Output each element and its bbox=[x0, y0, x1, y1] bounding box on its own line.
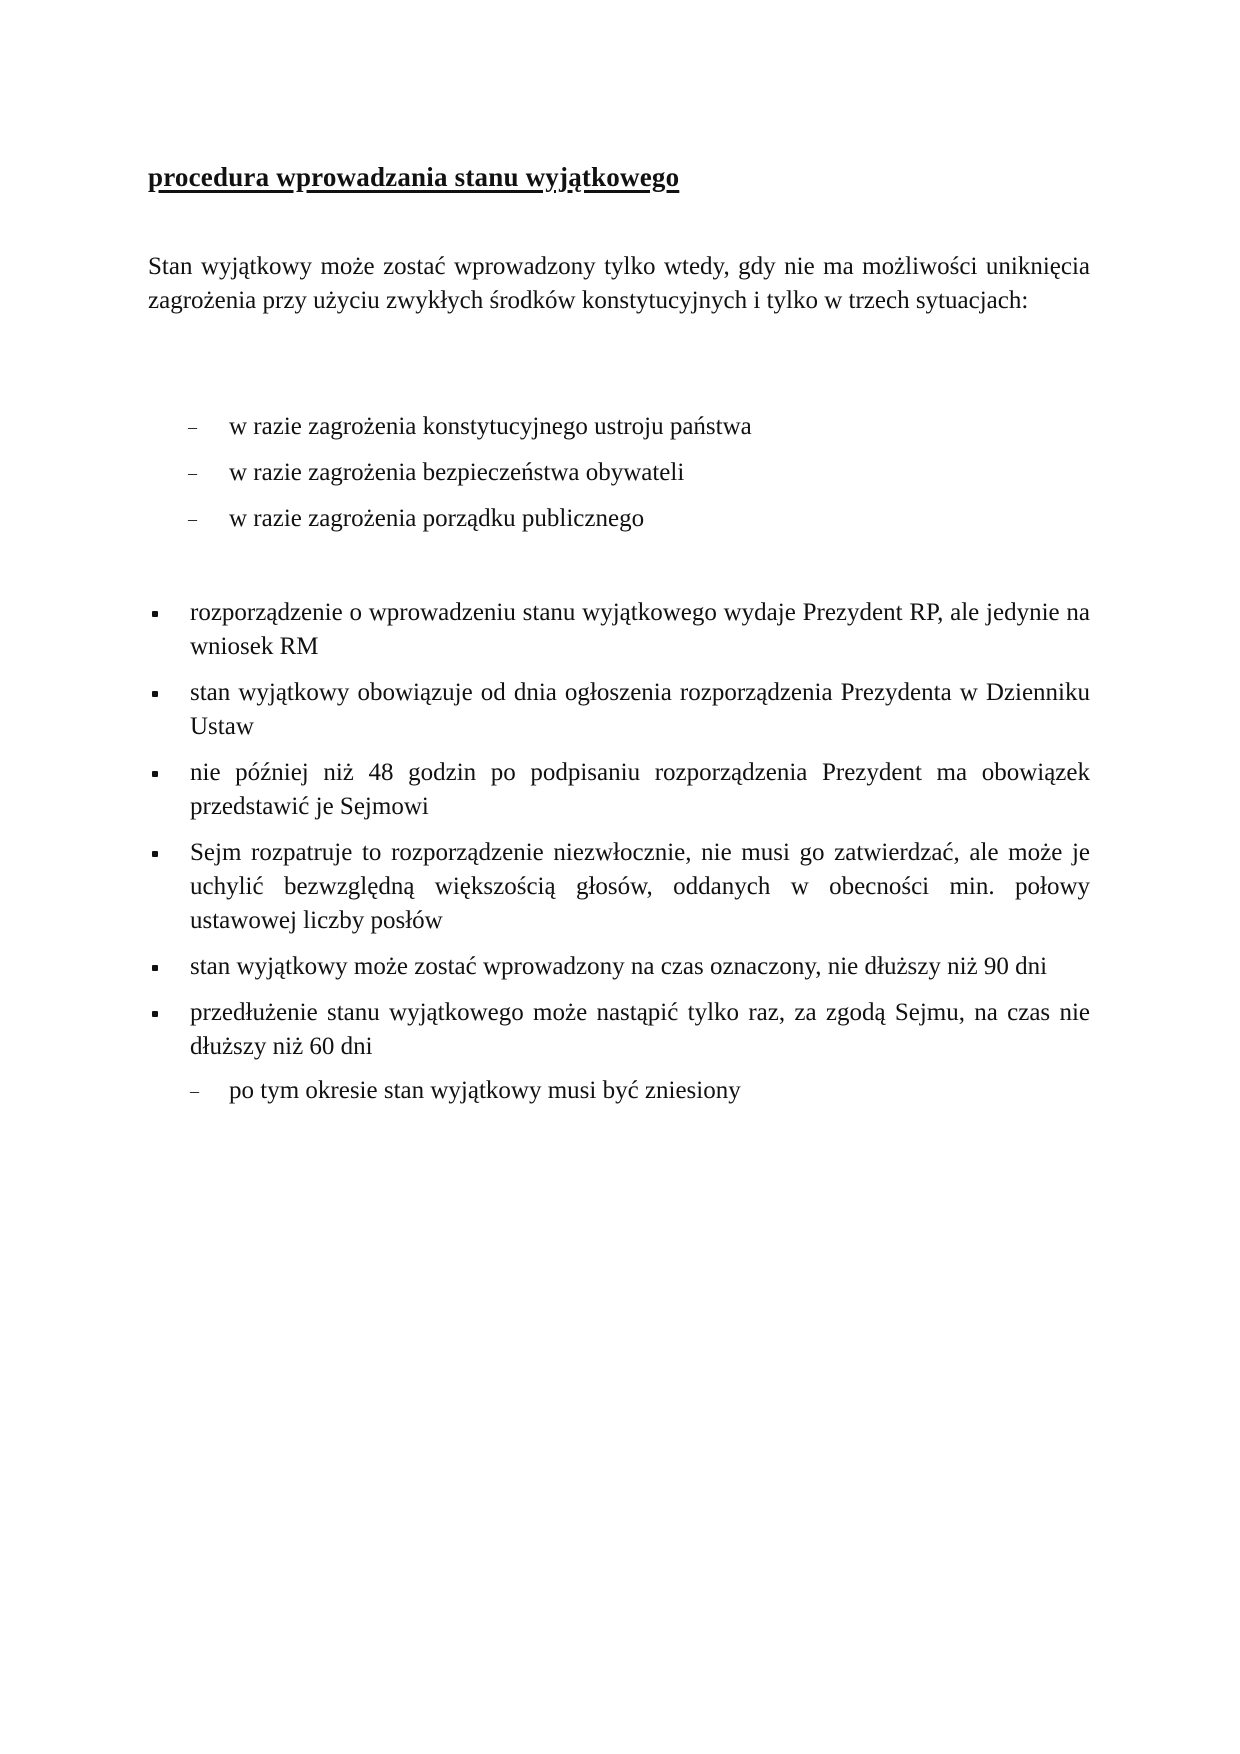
document-title: procedura wprowadzania stanu wyjątkowego bbox=[148, 162, 680, 192]
list-item bbox=[148, 676, 1090, 744]
situation-text: w razie zagrożenia porządku publicznego bbox=[229, 505, 645, 532]
procedure-points-list bbox=[148, 596, 1090, 1114]
list-item bbox=[148, 950, 1090, 984]
bullet-icon bbox=[152, 965, 158, 971]
bullet-icon bbox=[152, 851, 158, 857]
point-text: przedłużenie stanu wyjątkowego może nastąpić tylko raz, za zgodą Sejmu, na czas nie dłuższy niż 60 dni bbox=[190, 999, 1090, 1060]
list-item bbox=[148, 596, 1090, 664]
situation-text: w razie zagrożenia bezpieczeństwa obywateli bbox=[229, 459, 685, 486]
bullet-icon bbox=[152, 611, 158, 617]
bullet-icon bbox=[152, 691, 158, 697]
dash-marker-icon: – bbox=[190, 1081, 199, 1101]
point-text: rozporządzenie o wprowadzeniu stanu wyjątkowego wydaje Prezydent RP, ale jedynie na wniosek RM bbox=[190, 599, 1090, 660]
list-item bbox=[148, 756, 1090, 824]
intro-paragraph: Stan wyjątkowy może zostać wprowadzony tylko wtedy, gdy nie ma możliwości uniknięcia zagrożenia przy użyciu zwykłych środków konstytucyjnych i tylko w trzech sytuacjach: bbox=[148, 253, 1090, 314]
dash-marker-icon: – bbox=[188, 509, 197, 529]
dash-marker-icon: – bbox=[188, 463, 197, 483]
list-item bbox=[148, 456, 1090, 502]
situation-text: w razie zagrożenia konstytucyjnego ustroju państwa bbox=[229, 413, 752, 440]
list-item bbox=[148, 836, 1090, 938]
list-item bbox=[148, 996, 1090, 1064]
sub-list-item bbox=[148, 1074, 1090, 1114]
point-text: Sejm rozpatruje to rozporządzenie niezwłocznie, nie musi go zatwierdzać, ale może je uchylić bezwzględną większością głosów, oddanych w obecności min. połowy ustawowej liczby posłów bbox=[190, 839, 1090, 934]
sub-point-text: po tym okresie stan wyjątkowy musi być zniesiony bbox=[229, 1077, 741, 1104]
point-text: nie później niż 48 godzin po podpisaniu rozporządzenia Prezydent ma obowiązek przedstawić je Sejmowi bbox=[190, 759, 1090, 820]
bullet-icon bbox=[152, 771, 158, 777]
dash-marker-icon: – bbox=[188, 417, 197, 437]
list-item bbox=[148, 502, 1090, 548]
situations-list bbox=[148, 410, 1090, 548]
point-text: stan wyjątkowy może zostać wprowadzony na czas oznaczony, nie dłuższy niż 90 dni bbox=[190, 953, 1048, 980]
point-text: stan wyjątkowy obowiązuje od dnia ogłoszenia rozporządzenia Prezydenta w Dzienniku Ustaw bbox=[190, 679, 1090, 740]
list-item bbox=[148, 410, 1090, 456]
bullet-icon bbox=[152, 1011, 158, 1017]
